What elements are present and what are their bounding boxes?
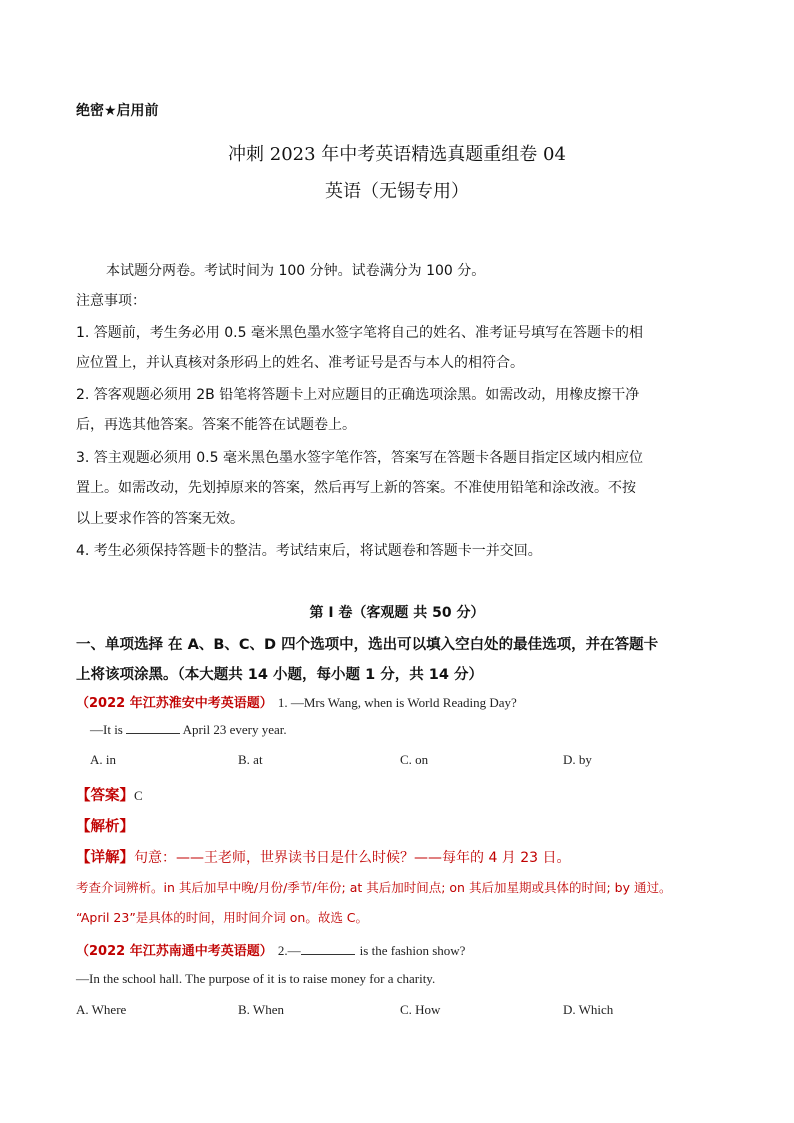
answer-blank (126, 721, 180, 734)
notes-title: 注意事项： (76, 293, 146, 309)
note-3-line-3: 以上要求作答的答案无效。 (76, 511, 244, 527)
intro-line: 本试题分两卷。考试时间为 100 分钟。试卷满分为 100 分。 (106, 263, 486, 279)
question-1-reply: —It is April 23 every year. (90, 722, 287, 737)
note-2-line-1: 2. 答客观题必须用 2B 铅笔将答题卡上对应题目的正确选项涂黑。如需改动，用橡皮擦干净 (76, 387, 640, 403)
question-1-explain-line-2: “April 23”是具体的时间，用时间介词 on。故选 C。 (76, 910, 369, 925)
question-1-analysis-label: 【解析】 (76, 819, 134, 835)
note-3-line-1: 3. 答主观题必须用 0.5 毫米黑色墨水签字笔作答，答案写在答题卡各题目指定区域内相应位 (76, 450, 643, 466)
question-2-reply: —In the school hall. The purpose of it is to raise money for a charity. (76, 971, 436, 986)
question-1-explain-line-1: 考查介词辨析。in 其后加早中晚/月份/季节/年份; at 其后加时间点; on 其后加星期或具体的时间; by 通过。 (76, 880, 672, 895)
paper-title: 冲刺 2023 年中考英语精选真题重组卷 04 (228, 144, 566, 165)
question-1-answer: 【答案】C (76, 788, 143, 804)
question-1-detail: 【详解】句意：——王老师，世界读书日是什么时候？——每年的 4 月 23 日。 (76, 850, 571, 866)
section-heading-line-2: 上将该项涂黑。（本大题共 14 小题，每小题 1 分，共 14 分） (76, 667, 483, 683)
question-1-stem: 1. —Mrs Wang, when is World Reading Day? (277, 695, 517, 710)
note-1-line-1: 1. 答题前，考生务必用 0.5 毫米黑色墨水签字笔将自己的姓名、准考证号填写在答题卡的相 (76, 325, 643, 341)
note-2-line-2: 后，再选其他答案。答案不能答在试题卷上。 (76, 417, 356, 433)
question-2-stem-line: （2022 年江苏南通中考英语题） 2.— is the fashion show? (76, 943, 466, 959)
question-1-option-d: D. by (563, 752, 592, 767)
answer-blank (301, 942, 355, 955)
question-1-option-c: C. on (400, 752, 429, 767)
question-2-option-a: A. Where (76, 1002, 127, 1017)
question-1-option-b: B. at (238, 752, 263, 767)
confidential-label: 绝密★启用前 (76, 103, 159, 119)
question-2-option-c: C. How (400, 1002, 441, 1017)
note-1-line-2: 应位置上，并认真核对条形码上的姓名、准考证号是否与本人的相符合。 (76, 355, 524, 371)
section-title: 第 I 卷（客观题 共 50 分） (309, 605, 485, 621)
question-1-stem-line (76, 692, 517, 711)
note-4-line-1: 4. 考生必须保持答题卡的整洁。考试结束后，将试题卷和答题卡一并交回。 (76, 543, 542, 559)
section-heading-line-1: 一、单项选择 在 A、B、C、D 四个选项中，选出可以填入空白处的最佳选项，并在答题卡 (76, 637, 659, 653)
question-1-source: （2022 年江苏淮安中考英语题） (76, 696, 273, 711)
question-2-source: （2022 年江苏南通中考英语题） (76, 944, 273, 959)
paper-subtitle: 英语（无锡专用） (325, 181, 469, 202)
question-2-option-b: B. When (238, 1002, 284, 1017)
note-3-line-2: 置上。如需改动，先划掉原来的答案，然后再写上新的答案。不准使用铅笔和涂改液。不按 (76, 480, 636, 496)
question-2-option-d: D. Which (563, 1002, 614, 1017)
question-1-option-a: A. in (90, 752, 116, 767)
